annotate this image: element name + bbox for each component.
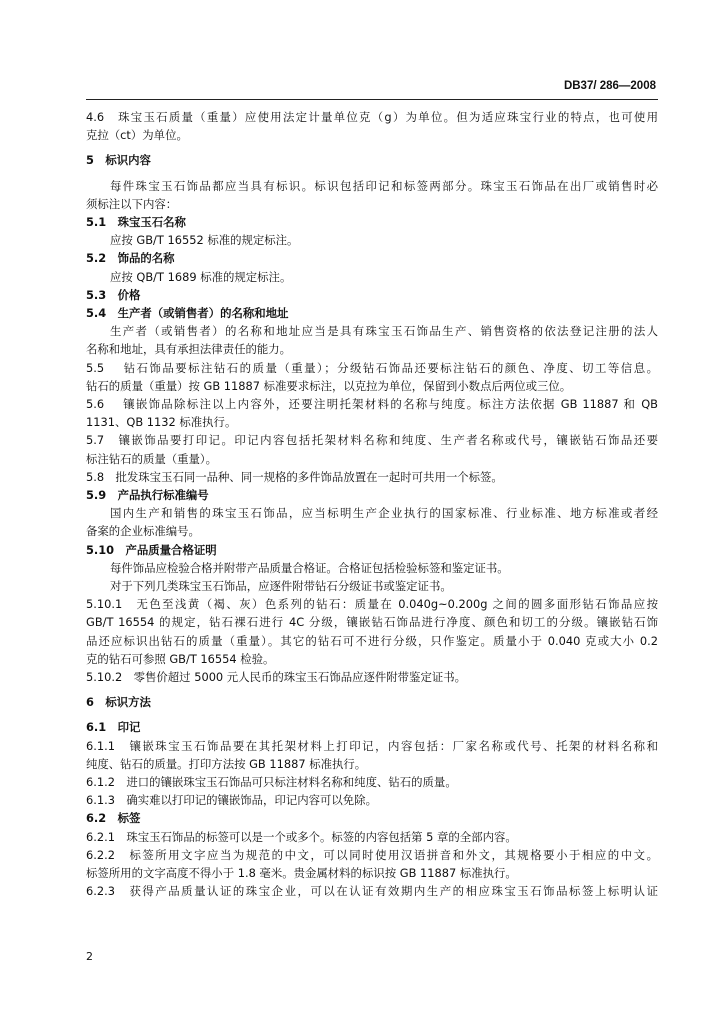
clause-5-9-text-cont: 备案的企业标准编号。 — [86, 524, 200, 539]
clause-5-10-1: 5.10.1 无色至浅黄（褐、灰）色系列的钻石：质量在 0.040g~0.200g 之间的圆多面形钻石饰品应按 — [86, 597, 658, 612]
page-number: 2 — [86, 950, 93, 963]
clause-5-5: 5.5 钻石饰品要标注钻石的质量（重量）；分级钻石饰品还要标注钻石的颜色、净度、切工等信息。 — [86, 360, 658, 375]
clause-6-2-3: 6.2.3 获得产品质量认证的珠宝企业，可以在认证有效期内生产的相应珠宝玉石饰品标签上标明认证 — [86, 884, 658, 899]
header-rule — [86, 99, 658, 100]
clause-5-7: 5.7 镶嵌饰品要打印记。印记内容包括托架材料名称和纯度、生产者名称或代号，镶嵌钻石饰品还要 — [86, 433, 658, 448]
clause-6-1-1-cont: 纯度、钻石的质量。打印方法按 GB 11887 标准执行。 — [86, 756, 367, 771]
standard-code: DB37/ 286—2008 — [563, 80, 656, 92]
clause-5-4-text-cont: 名称和地址，具有承担法律责任的能力。 — [86, 342, 292, 357]
clause-5-4-heading: 5.4 生产者（或销售者）的名称和地址 — [86, 306, 289, 320]
clause-5-1-heading: 5.1 珠宝玉石名称 — [86, 214, 186, 229]
clause-5-10-text-2: 对于下列几类珠宝玉石饰品，应逐件附带钻石分级证书或鉴定证书。 — [110, 578, 452, 593]
clause-5-5-cont: 钻石的质量（重量）按 GB 11887 标准要求标注，以克拉为单位，保留到小数点后两位或三位。 — [86, 378, 572, 393]
clause-6-2-1: 6.2.1 珠宝玉石饰品的标签可以是一个或多个。标签的内容包括第 5 章的全部内容。 — [86, 829, 517, 844]
section-6-heading: 6 标识方法 — [86, 695, 151, 710]
clause-6-2-2: 6.2.2 标签所用文字应当为规范的中文，可以同时使用汉语拼音和外文，其规格要小于相应的中文。 — [86, 847, 658, 862]
document-body — [86, 108, 658, 900]
clause-5-8: 5.8 批发珠宝玉石同一品种、同一规格的多件饰品放置在一起时可共用一个标签。 — [86, 469, 503, 484]
clause-5-9-text: 国内生产和销售的珠宝玉石饰品，应当标明生产企业执行的国家标准、行业标准、地方标准或者经 — [110, 506, 658, 521]
clause-5-10-1-cont-2: 品还应标识出钻石的质量（重量）。其它的钻石可不进行分级，只作鉴定。质量小于 0.040 克或大小 0.2 — [86, 633, 658, 648]
clause-6-1-2: 6.1.2 进口的镶嵌珠宝玉石饰品可只标注材料名称和纯度、钻石的质量。 — [86, 774, 457, 789]
clause-5-7-cont: 标注钻石的质量（重量）。 — [86, 451, 217, 466]
clause-6-2-2-cont: 标签所用的文字高度不得小于 1.8 毫米。贵金属材料的标识按 GB 11887 标准执行。 — [86, 865, 517, 880]
clause-5-9-heading: 5.9 产品执行标准编号 — [86, 487, 209, 502]
clause-6-1-3: 6.1.3 确实难以打印记的镶嵌饰品，印记内容可以免除。 — [86, 793, 377, 808]
clause-5-4-text: 生产者（或销售者）的名称和地址应当是具有珠宝玉石饰品生产、销售资格的依法登记注册的法人 — [110, 324, 658, 339]
clause-5-2-text: 应按 QB/T 1689 标准的规定标注。 — [110, 269, 292, 284]
section-5-heading: 5 标识内容 — [86, 153, 151, 168]
clause-4-6: 4.6 珠宝玉石质量（重量）应使用法定计量单位克（g）为单位。但为适应珠宝行业的特点，也可使用 — [86, 110, 658, 124]
clause-5-10-text-1: 每件饰品应检验合格并附带产品质量合格证。合格证包括检验标签和鉴定证书。 — [110, 560, 509, 575]
section-5-intro-cont: 须标注以下内容： — [86, 196, 178, 211]
section-5-intro: 每件珠宝玉石饰品都应当具有标识。标识包括印记和标签两部分。珠宝玉石饰品在出厂或销售时必 — [110, 178, 658, 193]
clause-5-10-1-cont-1: GB/T 16554 的规定，钻石裸石进行 4C 分级，镶嵌钻石饰品进行净度、颜色和切工的分级。镶嵌钻石饰 — [86, 615, 658, 630]
clause-5-10-heading: 5.10 产品质量合格证明 — [86, 542, 217, 557]
clause-5-6-cont: 1131、QB 1132 标准执行。 — [86, 415, 237, 430]
clause-6-1-1: 6.1.1 镶嵌珠宝玉石饰品要在其托架材料上打印记，内容包括：厂家名称或代号、托架的材料名称和 — [86, 738, 658, 753]
clause-5-2-heading: 5.2 饰品的名称 — [86, 251, 175, 266]
clause-5-3-heading: 5.3 价格 — [86, 287, 141, 302]
clause-5-6: 5.6 镶嵌饰品除标注以上内容外，还要注明托架材料的名称与纯度。标注方法依据 GB 11887 和 QB — [86, 396, 658, 411]
clause-6-2-heading: 6.2 标签 — [86, 811, 141, 826]
clause-5-10-1-cont-3: 克的钻石可参照 GB/T 16554 检验。 — [86, 651, 275, 666]
clause-6-1-heading: 6.1 印记 — [86, 720, 141, 735]
clause-4-6-cont: 克拉（ct）为单位。 — [86, 128, 188, 143]
clause-5-1-text: 应按 GB/T 16552 标准的规定标注。 — [110, 233, 299, 248]
clause-5-10-2: 5.10.2 零售价超过 5000 元人民币的珠宝玉石饰品应逐件附带鉴定证书。 — [86, 669, 467, 684]
